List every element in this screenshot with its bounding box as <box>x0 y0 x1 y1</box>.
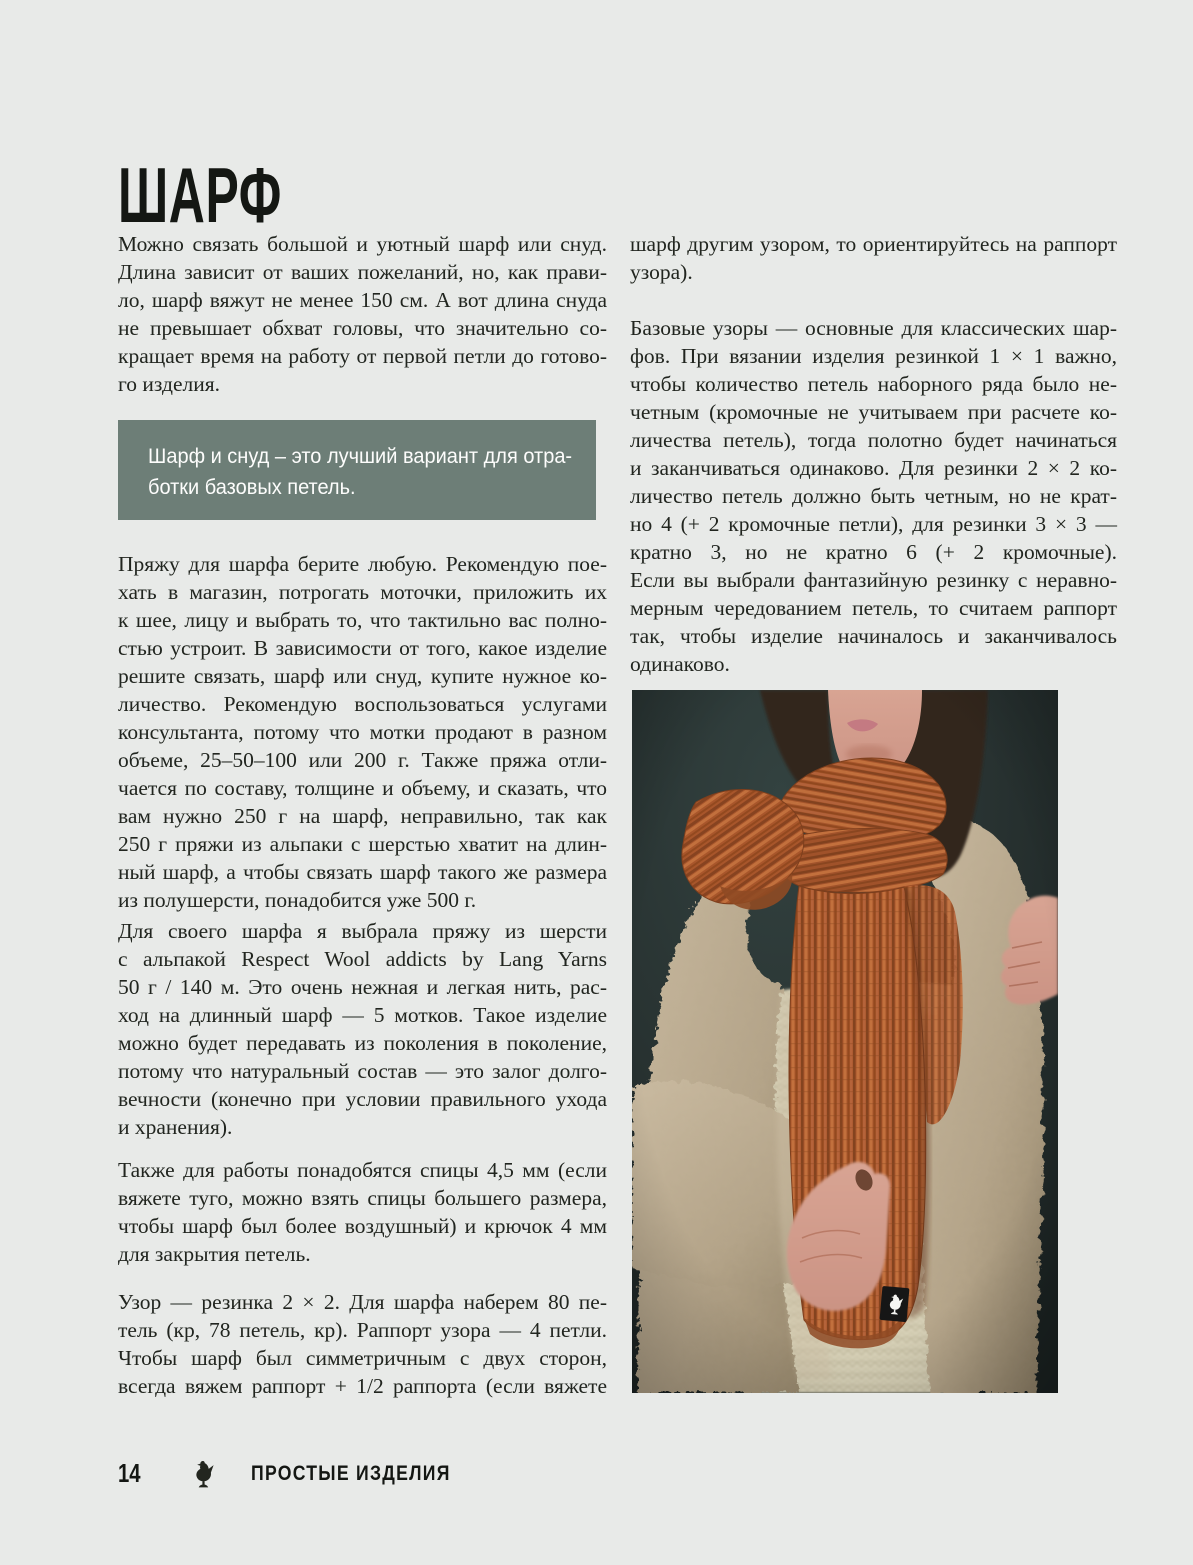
text-line: объеме, 25–50–100 или 200 г. Также пряжа отли- <box>118 748 607 772</box>
text-line: одинаково. <box>630 652 730 676</box>
text-line: так, чтобы изделие начиналось и заканчивалось <box>630 624 1117 648</box>
page-title: ШАРФ <box>118 151 283 240</box>
text-line: хать в магазин, потрогать моточки, приложить их <box>118 580 607 604</box>
text-line: стью устроит. В зависимости от того, какое изделие <box>118 636 607 660</box>
text-line: и заканчиваться одинаково. Для резинки 2 × 2 ко- <box>630 456 1117 480</box>
text-line: ход на длинный шарф — 5 мотков. Такое изделие <box>118 1003 607 1027</box>
scarf-photo-illustration <box>632 690 1058 1393</box>
text-line: Можно связать большой и уютный шарф или снуд. <box>118 232 607 256</box>
text-line: кращает время на работу от первой петли до готово- <box>118 344 607 368</box>
text-line: Если вы выбрали фантазийную резинку с неравно- <box>630 568 1117 592</box>
text-line: для закрытия петель. <box>118 1242 311 1266</box>
paragraph <box>118 1288 607 1400</box>
text-line: с альпакой Respect Wool addicts by Lang Yarns <box>118 947 607 971</box>
text-line: тель (кр, 78 петель, кр). Раппорт узора — 4 петли. <box>118 1318 607 1342</box>
page-footer <box>118 1458 489 1489</box>
text-line: личество петель должно быть четным, но не крат- <box>630 484 1117 508</box>
paragraph <box>118 1156 607 1268</box>
paragraph <box>118 230 607 398</box>
text-line: Также для работы понадобятся спицы 4,5 мм (если <box>118 1158 607 1182</box>
text-line: 50 г / 140 м. Это очень нежная и легкая нить, рас- <box>118 975 607 999</box>
text-line: решите связать, шарф или снуд, купите нужное ко- <box>118 664 607 688</box>
paragraph <box>630 230 1117 286</box>
text-line: Пряжу для шарфа берите любую. Рекомендую пое- <box>118 552 607 576</box>
text-line: чтобы количество петель наборного ряда было не- <box>630 372 1117 396</box>
text-line: чается по составу, толщине и объему, и сказать, что <box>118 776 607 800</box>
callout-line: Шарф и снуд – это лучший вариант для отра- <box>148 444 573 468</box>
scarf-photo <box>632 690 1058 1393</box>
text-line: го изделия. <box>118 372 220 396</box>
text-line: вяжете туго, можно взять спицы большего размера, <box>118 1186 607 1210</box>
text-line: можно будет передавать из поколения в поколение, <box>118 1031 607 1055</box>
text-line: четным (кромочные не учитываем при расчете ко- <box>630 400 1117 424</box>
text-line: ный шарф, а чтобы связать шарф такого же размера <box>118 860 607 884</box>
text-line: не превышает обхват головы, что значительно со- <box>118 316 607 340</box>
text-line: Чтобы шарф был симметричным с двух сторон, <box>118 1346 607 1370</box>
text-line: и хранения). <box>118 1115 233 1139</box>
section-label: ПРОСТЫЕ ИЗДЕЛИЯ <box>250 1461 451 1485</box>
text-line: но 4 (+ 2 кромочные петли), для резинки 3 × 3 — <box>630 512 1117 536</box>
text-line: чтобы шарф был более воздушный) и крючок 4 мм <box>118 1214 607 1238</box>
text-line: Базовые узоры — основные для классических шар- <box>630 316 1117 340</box>
paragraph <box>118 917 607 1141</box>
paragraph <box>118 550 607 914</box>
text-line: из полушерсти, понадобится уже 500 г. <box>118 888 477 912</box>
page-number: 14 <box>118 1458 141 1488</box>
text-line: Для своего шарфа я выбрала пряжу из шерсти <box>118 919 607 943</box>
text-line: фов. При вязании изделия резинкой 1 × 1 важно, <box>630 344 1117 368</box>
text-line: потому что натуральный состав — это залог долго- <box>118 1059 607 1083</box>
paragraph <box>630 314 1117 678</box>
text-line: консультанта, потому что мотки продают в разном <box>118 720 607 744</box>
text-line: ло, шарф вяжут не менее 150 см. А вот длина снуда <box>118 288 607 312</box>
hen-icon <box>191 1459 215 1488</box>
text-line: личество. Рекомендую воспользоваться услугами <box>118 692 607 716</box>
photo-vignette <box>632 690 1058 1393</box>
text-line: вечности (конечно при условии правильного ухода <box>118 1087 607 1111</box>
text-line: личества петель), тогда полотно будет начинаться <box>630 428 1117 452</box>
callout-line: ботки базовых петель. <box>148 475 356 499</box>
text-line: вам нужно 250 г на шарф, неправильно, так как <box>118 804 607 828</box>
callout-box <box>118 420 596 520</box>
text-line: Длина зависит от ваших пожеланий, но, как прави- <box>118 260 607 284</box>
text-line: кратно 3, но не кратно 6 (+ 2 кромочные). <box>630 540 1117 564</box>
text-line: Узор — резинка 2 × 2. Для шарфа наберем 80 пе- <box>118 1290 607 1314</box>
text-line: к шее, лицу и выбрать то, что тактильно вас полно- <box>118 608 607 632</box>
text-line: узора). <box>630 260 693 284</box>
text-line: 250 г пряжи из альпаки с шерстью хватит на длин- <box>118 832 607 856</box>
text-line: всегда вяжем раппорт + 1/2 раппорта (если вяжете <box>118 1374 607 1398</box>
text-line: шарф другим узором, то ориентируйтесь на раппорт <box>630 232 1117 256</box>
text-line: мерным чередованием петель, то считаем раппорт <box>630 596 1117 620</box>
